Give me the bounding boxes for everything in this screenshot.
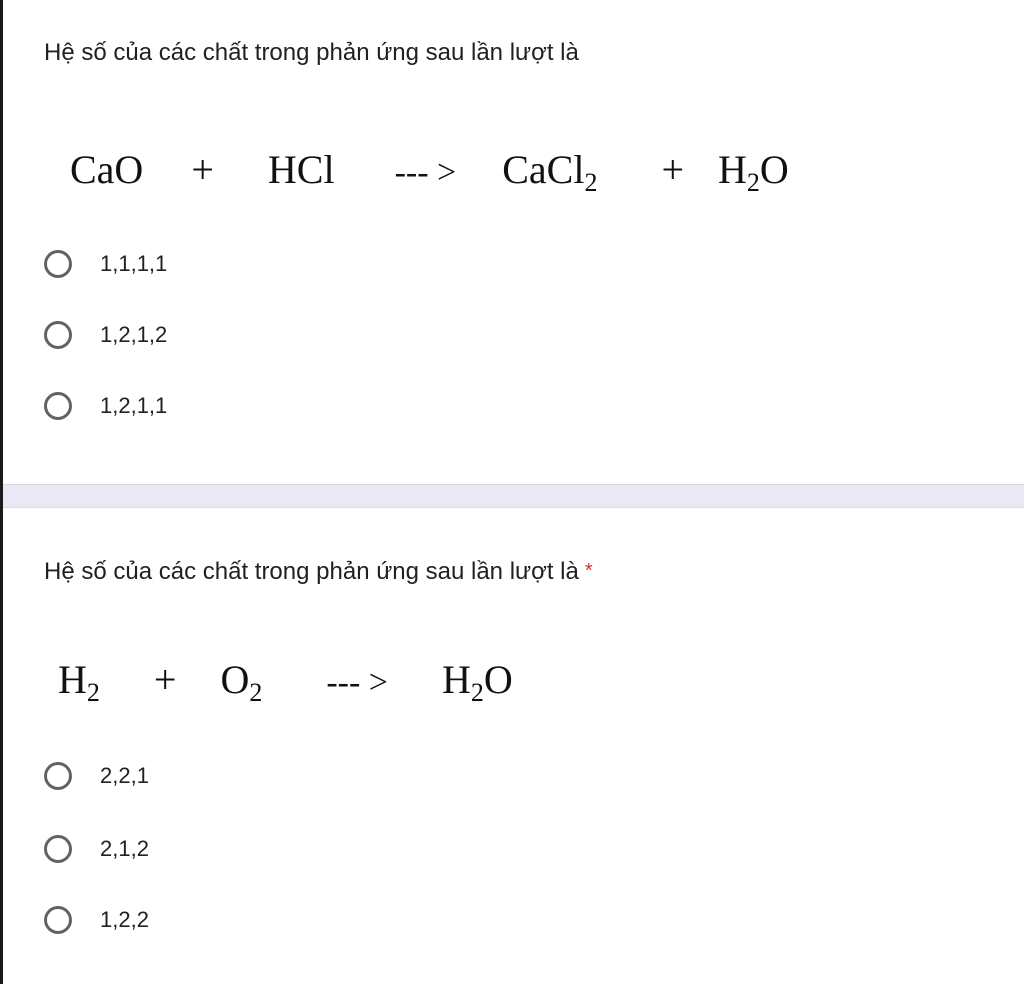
radio-button-icon[interactable] [44,250,72,278]
question-2-title [44,557,593,588]
question-1-option-3[interactable] [44,388,167,424]
eq1-plus-2: + [661,147,685,192]
option-label: 1,2,1,2 [100,322,168,347]
eq2-arrow: --- > [326,664,388,701]
eq2-plus: + [153,657,177,702]
question-2-title-text: Hệ số của các chất trong phản ứng sau lần lượt là [44,558,579,585]
card-separator [3,484,1024,508]
option-label: 1,2,2 [100,907,149,932]
required-asterisk: * [584,560,593,582]
radio-button-icon[interactable] [44,835,72,863]
question-2-option-2[interactable] [44,831,149,867]
question-2-option-3[interactable] [44,902,149,938]
radio-button-icon[interactable] [44,906,72,934]
radio-button-icon[interactable] [44,321,72,349]
option-label: 2,2,1 [100,763,149,788]
eq1-arrow: --- > [394,154,457,191]
radio-button-icon[interactable] [44,392,72,420]
eq2-term-3: $H_2O$ [442,657,513,707]
radio-button-icon[interactable] [44,762,72,790]
eq1-plus-1: + [191,147,214,192]
question-2-option-1[interactable] [44,758,149,794]
question-1-title-text: Hệ số của các chất trong phản ứng sau lần lượt là [44,39,579,66]
question-1-equation [70,146,789,197]
question-1-option-2[interactable] [44,317,167,353]
option-label: 1,1,1,1 [100,251,168,276]
question-1-title [44,38,579,68]
eq1-term-1: CaO [70,147,144,192]
eq1-term-2: HCl [267,147,335,192]
question-1-option-1[interactable] [44,246,167,282]
eq1-term-4: $H_2O$ [718,147,789,197]
eq2-term-1: $H_2$ [58,657,100,707]
eq2-term-2: $O_2$ [220,657,263,707]
eq1-term-3: CaCl$_2$ [502,147,598,197]
option-label: 2,1,2 [100,836,149,861]
option-label: 1,2,1,1 [100,393,168,418]
question-2-equation [58,656,513,707]
